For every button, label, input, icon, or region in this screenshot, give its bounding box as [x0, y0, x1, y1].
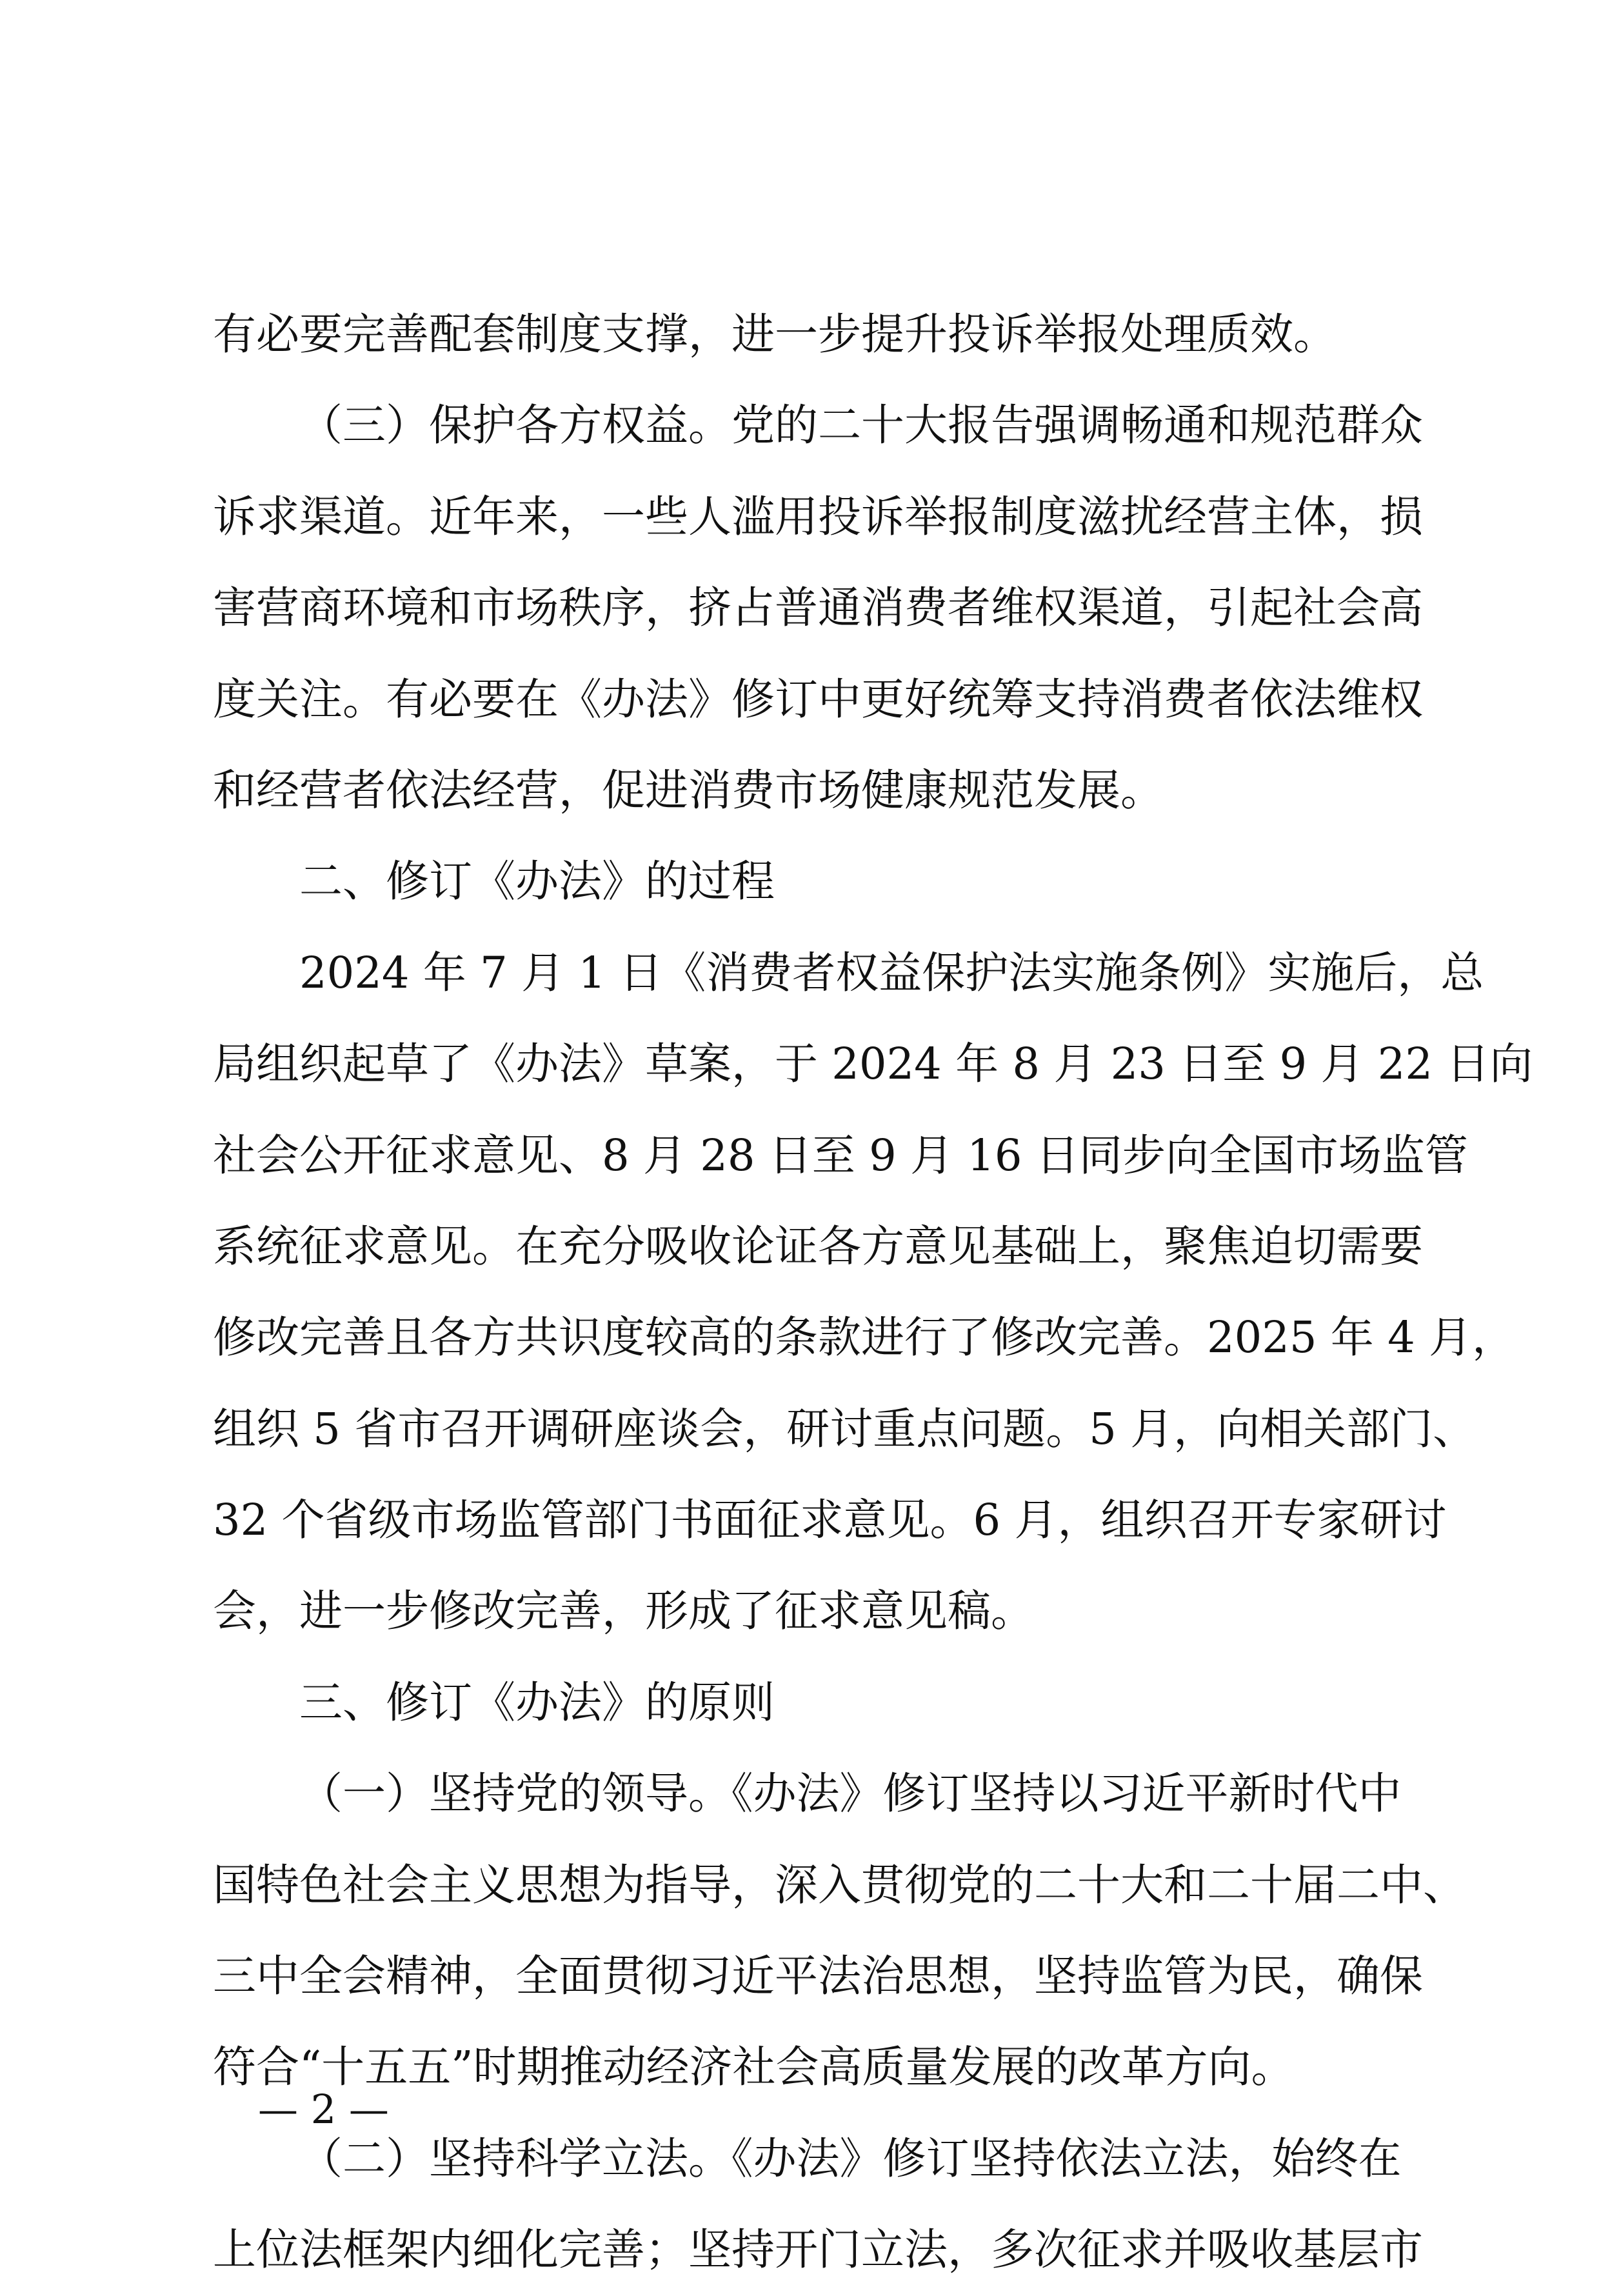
paragraph-line: 局组织起草了《办法》草案，于 2024 年 8 月 23 日至 9 月 22 日向 — [213, 1039, 1533, 1090]
paragraph-line: 国特色社会主义思想为指导，深入贯彻党的二十大和二十届二中、 — [213, 1859, 1466, 1910]
paragraph-line: 害营商环境和市场秩序，挤占普通消费者维权渠道，引起社会高 — [213, 583, 1423, 634]
section-heading: 三、修订《办法》的原则 — [299, 1677, 775, 1728]
paragraph-line: 诉求渠道。近年来，一些人滥用投诉举报制度滋扰经营主体，损 — [213, 491, 1423, 542]
paragraph-line: 会，进一步修改完善，形成了征求意见稿。 — [213, 1586, 1034, 1637]
paragraph-line: （二）坚持科学立法。《办法》修订坚持依法立法，始终在 — [299, 2133, 1402, 2184]
paragraph-line: （三）保护各方权益。党的二十大报告强调畅通和规范群众 — [299, 400, 1423, 451]
paragraph-line: 社会公开征求意见、8 月 28 日至 9 月 16 日同步向全国市场监管 — [213, 1130, 1468, 1181]
paragraph-line: 组织 5 省市召开调研座谈会，研讨重点问题。5 月，向相关部门、 — [213, 1403, 1477, 1454]
paragraph-line: 符合“十五五”时期推动经济社会高质量发展的改革方向。 — [213, 2042, 1295, 2093]
paragraph-line: 修改完善且各方共识度较高的条款进行了修改完善。2025 年 4 月， — [213, 1312, 1516, 1363]
paragraph-line: 32 个省级市场监管部门书面征求意见。6 月，组织召开专家研讨 — [213, 1495, 1447, 1546]
paragraph-line: 三中全会精神，全面贯彻习近平法治思想，坚持监管为民，确保 — [213, 1951, 1423, 2002]
paragraph-line: 度关注。有必要在《办法》修订中更好统筹支持消费者依法维权 — [213, 674, 1423, 724]
paragraph-line: 有必要完善配套制度支撑，进一步提升投诉举报处理质效。 — [213, 309, 1337, 359]
section-heading: 二、修订《办法》的过程 — [299, 856, 775, 907]
paragraph-line: （一）坚持党的领导。《办法》修订坚持以习近平新时代中 — [299, 1768, 1402, 1819]
document-body — [213, 289, 1533, 2296]
paragraph-line: 和经营者依法经营，促进消费市场健康规范发展。 — [213, 764, 1164, 815]
page-number: — 2 — — [258, 2086, 389, 2133]
paragraph-line: 2024 年 7 月 1 日《消费者权益保护法实施条例》实施后，总 — [299, 947, 1484, 998]
paragraph-line: 上位法框架内细化完善；坚持开门立法，多次征求并吸收基层市 — [213, 2224, 1423, 2275]
paragraph-line: 系统征求意见。在充分吸收论证各方意见基础上，聚焦迫切需要 — [213, 1221, 1423, 1272]
